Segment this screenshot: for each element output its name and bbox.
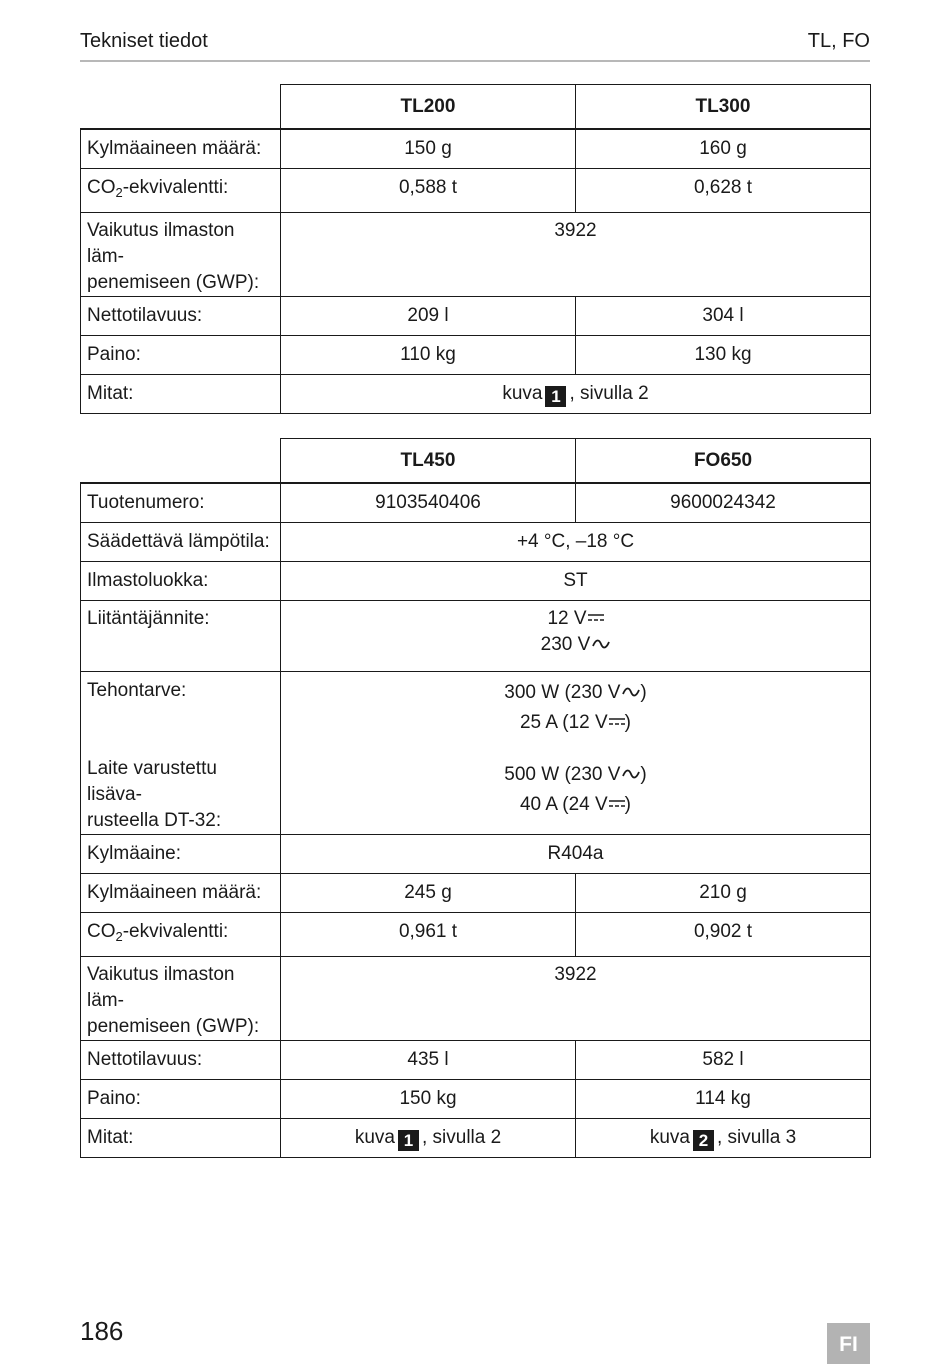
cell-value: 582 l — [576, 1041, 871, 1080]
cell-value: 110 kg — [281, 336, 576, 375]
row-label: Mitat: — [81, 375, 281, 414]
ac-symbol-icon — [622, 769, 640, 779]
table-header-row — [81, 439, 871, 484]
cell-value: kuva 1 , sivulla 2 — [281, 1119, 576, 1158]
model-title: TL, FO — [807, 30, 870, 52]
cell-value: 9103540406 — [281, 483, 576, 523]
row-label: Paino: — [81, 1080, 281, 1119]
table-row — [81, 297, 871, 336]
cell-value: kuva 1 , sivulla 2 — [281, 375, 871, 414]
cell-value: 12 V 230 V — [281, 601, 871, 672]
table-row — [81, 913, 871, 957]
dc-symbol-icon — [609, 717, 625, 726]
cell-value: 9600024342 — [576, 483, 871, 523]
table-row — [81, 672, 871, 835]
ac-symbol-icon — [592, 639, 610, 649]
row-label: Paino: — [81, 336, 281, 375]
column-header-tl200: TL200 — [281, 85, 576, 130]
table-header-row — [81, 85, 871, 130]
table-row — [81, 129, 871, 169]
spec-table-tl200-tl300 — [80, 84, 871, 414]
cell-value: 300 W (230 V ) 25 A (12 V ) 500 W (230 V ) 40 A (24 V ) — [281, 672, 871, 835]
cell-value: 3922 — [281, 213, 871, 297]
cell-value: 3922 — [281, 957, 871, 1041]
cell-value: ST — [281, 562, 871, 601]
dc-symbol-icon — [609, 799, 625, 808]
row-label: Mitat: — [81, 1119, 281, 1158]
ac-symbol-icon — [622, 687, 640, 697]
cell-value: R404a — [281, 835, 871, 874]
cell-value: 209 l — [281, 297, 576, 336]
row-label: Ilmastoluokka: — [81, 562, 281, 601]
row-label: Kylmäaine: — [81, 835, 281, 874]
row-label: Säädettävä lämpötila: — [81, 523, 281, 562]
row-label: $CO_2$-ekvivalentti: — [81, 913, 281, 957]
table-row — [81, 523, 871, 562]
spec-table-tl450-fo650 — [80, 438, 871, 1158]
row-label: Nettotilavuus: — [81, 297, 281, 336]
row-label: Kylmäaineen määrä: — [81, 129, 281, 169]
table-row — [81, 169, 871, 213]
table-row — [81, 562, 871, 601]
cell-value: 0,902 t — [576, 913, 871, 957]
row-label: Vaikutus ilmaston läm- penemiseen (GWP): — [81, 957, 281, 1041]
section-title: Tekniset tiedot — [80, 30, 208, 52]
cell-value: +4 °C, –18 °C — [281, 523, 871, 562]
row-label: Liitäntäjännite: — [81, 601, 281, 672]
table-row — [81, 483, 871, 523]
figure-number-badge: 2 — [693, 1130, 714, 1151]
column-header-tl300: TL300 — [576, 85, 871, 130]
cell-value: 114 kg — [576, 1080, 871, 1119]
row-label: Nettotilavuus: — [81, 1041, 281, 1080]
cell-value: 245 g — [281, 874, 576, 913]
row-label: Tehontarve: Laite varustettu lisäva- rusteella DT-32: — [81, 672, 281, 835]
row-label: $CO_2$-ekvivalentti: — [81, 169, 281, 213]
dc-symbol-icon — [588, 613, 604, 622]
column-header-tl450: TL450 — [281, 439, 576, 484]
column-header-fo650: FO650 — [576, 439, 871, 484]
table-row — [81, 601, 871, 672]
table-row — [81, 1080, 871, 1119]
cell-value: 0,961 t — [281, 913, 576, 957]
page-number: 186 — [80, 1316, 124, 1346]
cell-value: 150 g — [281, 129, 576, 169]
table-row — [81, 336, 871, 375]
cell-value: 0,628 t — [576, 169, 871, 213]
row-label: Vaikutus ilmaston läm- penemiseen (GWP): — [81, 213, 281, 297]
table-row — [81, 1119, 871, 1158]
figure-number-badge: 1 — [545, 386, 566, 407]
table-row — [81, 835, 871, 874]
table-row — [81, 874, 871, 913]
row-label: Tuotenumero: — [81, 483, 281, 523]
cell-value: 150 kg — [281, 1080, 576, 1119]
cell-value: 304 l — [576, 297, 871, 336]
table-row — [81, 957, 871, 1041]
language-badge: FI — [827, 1323, 870, 1364]
page-header — [80, 28, 870, 62]
figure-number-badge: 1 — [398, 1130, 419, 1151]
table-row — [81, 213, 871, 297]
cell-value: 130 kg — [576, 336, 871, 375]
cell-value: 435 l — [281, 1041, 576, 1080]
cell-value: 210 g — [576, 874, 871, 913]
cell-value: kuva 2 , sivulla 3 — [576, 1119, 871, 1158]
table-row — [81, 1041, 871, 1080]
table-row — [81, 375, 871, 414]
cell-value: 160 g — [576, 129, 871, 169]
row-label: Kylmäaineen määrä: — [81, 874, 281, 913]
cell-value: 0,588 t — [281, 169, 576, 213]
